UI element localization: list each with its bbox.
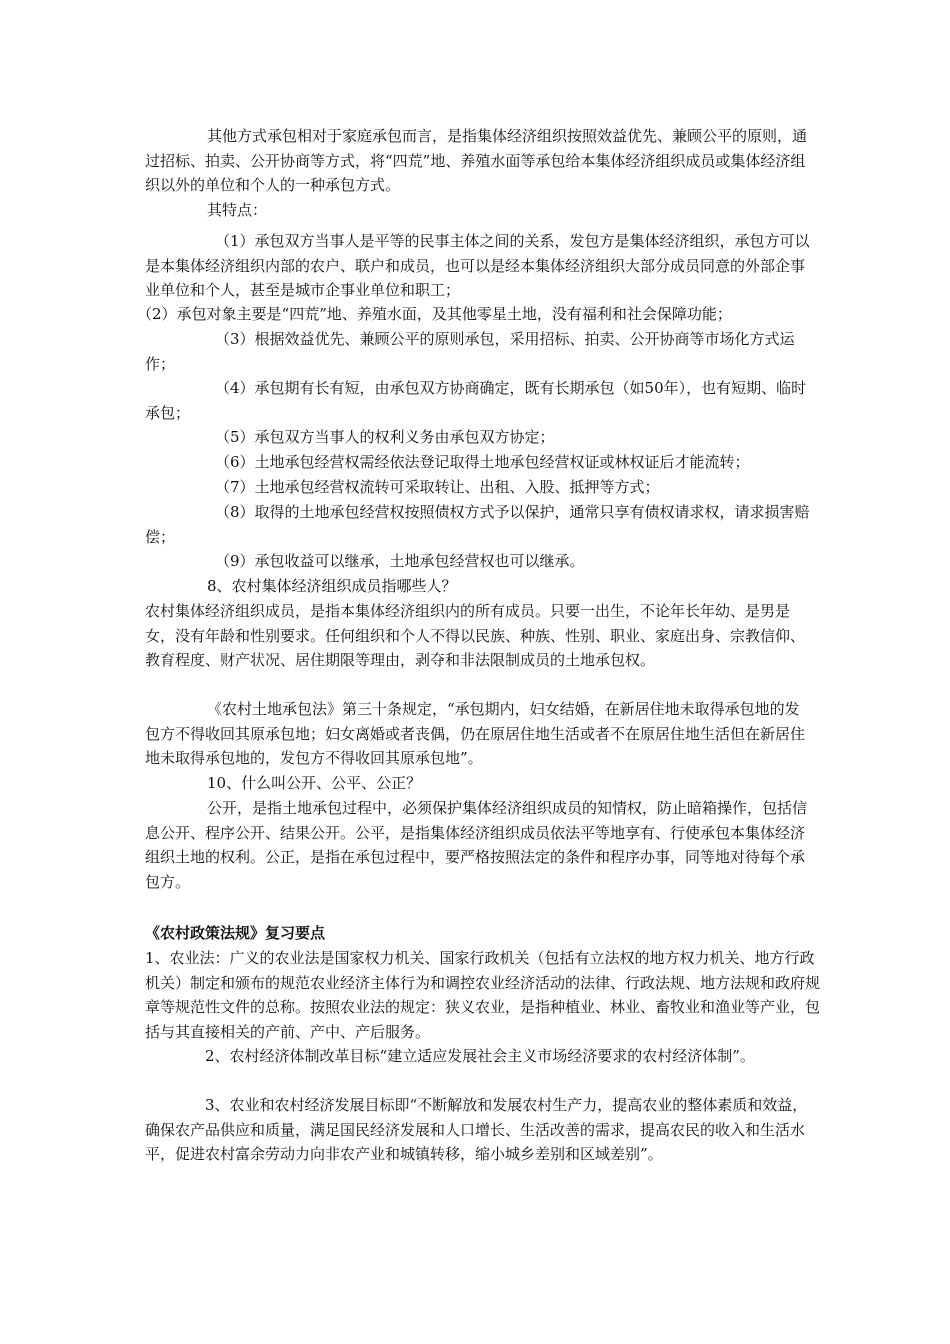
paragraph-features-heading: 其特点：: [207, 201, 268, 219]
paragraph-feature-8: （8）取得的土地承包经营权按照债权方式予以保护，通常只享有债权请求权，请求损害赔偿；: [145, 503, 810, 546]
paragraph-other-contract-definition: 其他方式承包相对于家庭承包而言，是指集体经济组织按照效益优先、兼顾公平的原则，通过招标、拍卖、公开协商等方式，将“四荒”地、养殖水面等承包给本集体经济组织成员或集体经济组织以外的单位和个人的一种承包方式。: [145, 127, 808, 194]
paragraph-law-article-30: 《农村土地承包法》第三十条规定，“承包期内，妇女结婚，在新居住地未取得承包地的发包方不得收回其原承包地；妇女离婚或者丧偶，仍在原居住地生活或者不在原居住地生活但在新居住地未取得承包地的，发包方不得收回其原承包地”。: [145, 700, 806, 767]
paragraph-agriculture-law: 1、农业法：广义的农业法是国家权力机关、国家行政机关（包括有立法权的地方权力机关、地方行政机关）制定和颁布的规范农业经济主体行为和调控农业经济活动的法律、行政法规、地方法规和政府规章等规范性文件的总称。按照农业法的规定：狭义农业，是指种植业、林业、畜牧业和渔业等产业，包括与其直接相关的产前、产中、产后服务。: [145, 949, 821, 1041]
paragraph-feature-3: （3）根据效益优先、兼顾公平的原则承包，采用招标、拍卖、公开协商等市场化方式运作；: [145, 330, 795, 373]
paragraph-feature-9: （9）承包收益可以继承，土地承包经营权也可以继承。: [215, 552, 585, 570]
paragraph-members-definition: 农村集体经济组织成员，是指本集体经济组织内的所有成员。只要一出生，不论年长年幼、是男是女，没有年龄和性别要求。任何组织和个人不得以民族、种族、性别、职业、家庭出身、宗教信仰、教育程度、财产状况、居住期限等理由，剥夺和非法限制成员的土地承包权。: [145, 602, 806, 669]
question-8-heading: 8、农村集体经济组织成员指哪些人？: [207, 577, 457, 595]
paragraph-feature-6: （6）土地承包经营权需经依法登记取得土地承包经营权证或林权证后才能流转；: [215, 453, 750, 471]
paragraph-reform-goal: 2、农村经济体制改革目标“建立适应发展社会主义市场经济要求的农村经济体制”。: [205, 1047, 755, 1065]
section-title-review-points: 《农村政策法规》复习要点: [145, 924, 326, 942]
paragraph-open-fair-just: 公开，是指土地承包过程中，必须保护集体经济组织成员的知情权，防止暗箱操作，包括信息公开、程序公开、结果公开。公平，是指集体经济组织成员依法平等地享有、行使承包本集体经济组织土地的权利。公正，是指在承包过程中，要严格按照法定的条件和程序办事，同等地对待每个承包方。: [145, 799, 808, 891]
paragraph-feature-5: （5）承包双方当事人的权利义务由承包双方协定；: [215, 428, 555, 446]
paragraph-development-goal: 3、农业和农村经济发展目标即“不断解放和发展农村生产力，提高农业的整体素质和效益，确保农产品供应和质量，满足国民经济发展和人口增长、生活改善的需求，提高农民的收入和生活水平，促进农村富余劳动力向非农产业和城镇转移，缩小城乡差别和区域差别”。: [145, 1096, 808, 1163]
paragraph-feature-4: （4）承包期有长有短，由承包双方协商确定，既有长期承包（如50年），也有短期、临时承包；: [145, 379, 807, 422]
question-10-heading: 10、什么叫公开、公平、公正？: [207, 774, 422, 792]
paragraph-feature-7: （7）土地承包经营权流转可采取转让、出租、入股、抵押等方式；: [215, 478, 660, 496]
paragraph-feature-1: （1）承包双方当事人是平等的民事主体之间的关系，发包方是集体经济组织，承包方可以是本集体经济组织内部的农户、联户和成员，也可以是经本集体经济组织大部分成员同意的外部企事业单位和个人，甚至是城市企事业单位和职工；: [145, 232, 810, 299]
paragraph-feature-2: （2）承包对象主要是“四荒”地、养殖水面，及其他零星土地，没有福利和社会保障功能；: [137, 305, 732, 323]
